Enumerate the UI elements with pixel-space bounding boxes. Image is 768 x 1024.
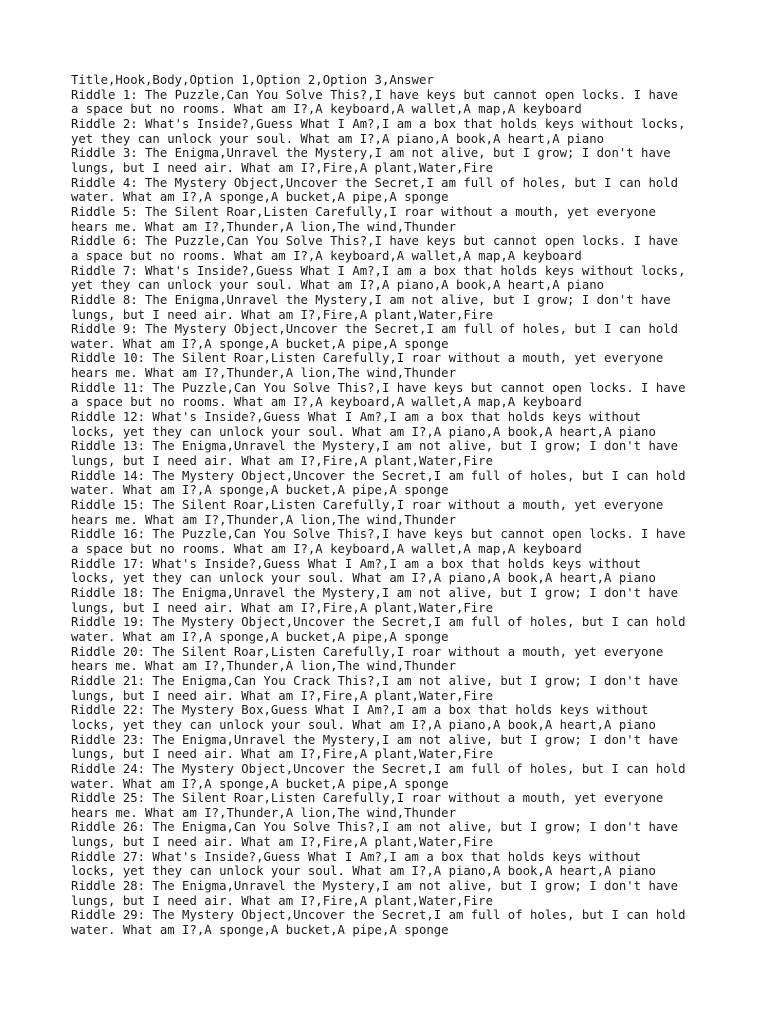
csv-text-line: hears me. What am I?,Thunder,A lion,The wind,Thunder (71, 366, 456, 381)
csv-text-line: Riddle 9: The Mystery Object,Uncover the Secret,I am full of holes, but I can hold (71, 322, 679, 337)
csv-text-line: locks, yet they can unlock your soul. What am I?,A piano,A book,A heart,A piano (71, 424, 656, 439)
csv-text-line: Riddle 16: The Puzzle,Can You Solve This?,I have keys but cannot open locks. I have (71, 527, 686, 542)
csv-text-line: Riddle 25: The Silent Roar,Listen Carefully,I roar without a mouth, yet everyone (71, 791, 664, 806)
csv-text-line: locks, yet they can unlock your soul. What am I?,A piano,A book,A heart,A piano (71, 864, 656, 879)
csv-text-line: lungs, but I need air. What am I?,Fire,A plant,Water,Fire (71, 600, 493, 615)
csv-text-line: hears me. What am I?,Thunder,A lion,The wind,Thunder (71, 805, 456, 820)
csv-text-line: Riddle 14: The Mystery Object,Uncover the Secret,I am full of holes, but I can hold (71, 468, 686, 483)
csv-text-line: Riddle 17: What's Inside?,Guess What I Am?,I am a box that holds keys without (71, 556, 642, 571)
csv-text-line: Riddle 18: The Enigma,Unravel the Mystery,I am not alive, but I grow; I don't have (71, 585, 679, 600)
csv-text-line: water. What am I?,A sponge,A bucket,A pipe,A sponge (71, 923, 449, 938)
csv-text-line: Riddle 28: The Enigma,Unravel the Mystery,I am not alive, but I grow; I don't have (71, 879, 679, 894)
csv-text-line: Riddle 27: What's Inside?,Guess What I Am?,I am a box that holds keys without (71, 849, 642, 864)
csv-text-line: Riddle 24: The Mystery Object,Uncover the Secret,I am full of holes, but I can hold (71, 761, 686, 776)
csv-text-line: lungs, but I need air. What am I?,Fire,A plant,Water,Fire (71, 688, 493, 703)
csv-text-line: lungs, but I need air. What am I?,Fire,A plant,Water,Fire (71, 160, 493, 175)
csv-text-line: Riddle 22: The Mystery Box,Guess What I Am?,I am a box that holds keys without (71, 703, 649, 718)
csv-text-line: water. What am I?,A sponge,A bucket,A pipe,A sponge (71, 336, 449, 351)
csv-text-line: Riddle 15: The Silent Roar,Listen Carefully,I roar without a mouth, yet everyone (71, 498, 664, 513)
csv-text-line: water. What am I?,A sponge,A bucket,A pipe,A sponge (71, 190, 449, 205)
csv-text-line: Riddle 10: The Silent Roar,Listen Carefully,I roar without a mouth, yet everyone (71, 351, 664, 366)
csv-text-line: yet they can unlock your soul. What am I?,A piano,A book,A heart,A piano (71, 278, 605, 293)
csv-text-line: lungs, but I need air. What am I?,Fire,A plant,Water,Fire (71, 893, 493, 908)
csv-text-line: hears me. What am I?,Thunder,A lion,The wind,Thunder (71, 219, 456, 234)
csv-text-line: hears me. What am I?,Thunder,A lion,The wind,Thunder (71, 512, 456, 527)
csv-text-line: Riddle 19: The Mystery Object,Uncover the Secret,I am full of holes, but I can hold (71, 615, 686, 630)
csv-text-line: Riddle 11: The Puzzle,Can You Solve This?,I have keys but cannot open locks. I have (71, 380, 686, 395)
csv-text-line: a space but no rooms. What am I?,A keyboard,A wallet,A map,A keyboard (71, 395, 582, 410)
csv-text-line: lungs, but I need air. What am I?,Fire,A plant,Water,Fire (71, 307, 493, 322)
csv-text-line: Riddle 5: The Silent Roar,Listen Carefully,I roar without a mouth, yet everyone (71, 204, 656, 219)
csv-text-line: locks, yet they can unlock your soul. What am I?,A piano,A book,A heart,A piano (71, 717, 656, 732)
csv-text-line: a space but no rooms. What am I?,A keyboard,A wallet,A map,A keyboard (71, 542, 582, 556)
csv-text-line: Riddle 20: The Silent Roar,Listen Carefully,I roar without a mouth, yet everyone (71, 644, 664, 659)
csv-text-line: Riddle 23: The Enigma,Unravel the Mystery,I am not alive, but I grow; I don't have (71, 732, 679, 747)
csv-text-line: water. What am I?,A sponge,A bucket,A pipe,A sponge (71, 483, 449, 498)
csv-text-line: hears me. What am I?,Thunder,A lion,The wind,Thunder (71, 659, 456, 674)
csv-text-line: Riddle 13: The Enigma,Unravel the Mystery,I am not alive, but I grow; I don't have (71, 439, 679, 454)
csv-text-line: Riddle 21: The Enigma,Can You Crack This?,I am not alive, but I grow; I don't have (71, 673, 679, 688)
csv-text-line: yet they can unlock your soul. What am I?,A piano,A book,A heart,A piano (71, 131, 605, 146)
csv-text-line: Riddle 1: The Puzzle,Can You Solve This?,I have keys but cannot open locks. I have (71, 87, 679, 102)
csv-text-document (71, 73, 711, 938)
csv-text-line: water. What am I?,A sponge,A bucket,A pipe,A sponge (71, 629, 449, 644)
csv-text-line: Riddle 6: The Puzzle,Can You Solve This?,I have keys but cannot open locks. I have (71, 234, 679, 249)
csv-text-line: lungs, but I need air. What am I?,Fire,A plant,Water,Fire (71, 454, 493, 469)
csv-text-line: Riddle 12: What's Inside?,Guess What I Am?,I am a box that holds keys without (71, 410, 642, 425)
csv-text-line: lungs, but I need air. What am I?,Fire,A plant,Water,Fire (71, 835, 493, 850)
csv-text-line: Riddle 3: The Enigma,Unravel the Mystery,I am not alive, but I grow; I don't have (71, 146, 671, 161)
csv-text-line: lungs, but I need air. What am I?,Fire,A plant,Water,Fire (71, 747, 493, 762)
csv-text-line: water. What am I?,A sponge,A bucket,A pipe,A sponge (71, 776, 449, 791)
csv-text-line: Riddle 7: What's Inside?,Guess What I Am?,I am a box that holds keys without locks, (71, 263, 686, 278)
csv-text-line: Riddle 26: The Enigma,Can You Solve This?,I am not alive, but I grow; I don't have (71, 820, 679, 835)
csv-header-line: Title,Hook,Body,Option 1,Option 2,Option 3,Answer (71, 73, 434, 87)
csv-text-line: Riddle 29: The Mystery Object,Uncover the Secret,I am full of holes, but I can hold (71, 908, 686, 923)
csv-text-line: a space but no rooms. What am I?,A keyboard,A wallet,A map,A keyboard (71, 248, 582, 263)
csv-text-line: Riddle 8: The Enigma,Unravel the Mystery,I am not alive, but I grow; I don't have (71, 292, 671, 307)
csv-text-line: a space but no rooms. What am I?,A keyboard,A wallet,A map,A keyboard (71, 102, 582, 117)
csv-text-line: Riddle 2: What's Inside?,Guess What I Am?,I am a box that holds keys without locks, (71, 116, 686, 131)
csv-text-line: Riddle 4: The Mystery Object,Uncover the Secret,I am full of holes, but I can hold (71, 175, 679, 190)
csv-text-line: locks, yet they can unlock your soul. What am I?,A piano,A book,A heart,A piano (71, 571, 656, 586)
